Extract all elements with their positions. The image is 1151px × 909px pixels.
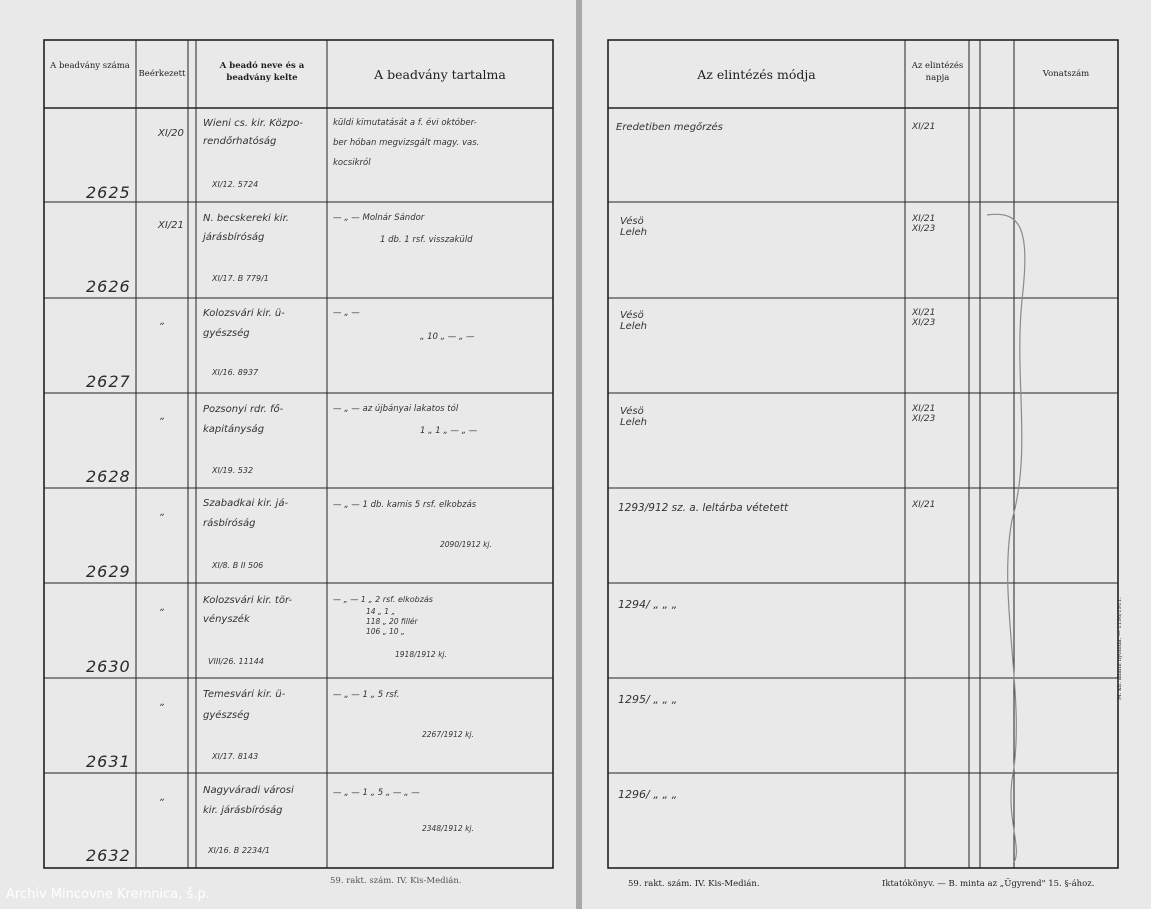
printer-note: M. kir. állami nyomda. — 1198/1911. [1117,597,1123,700]
right-footer-left: 59. rakt. szám. IV. Kis-Medián. [628,879,760,889]
header-date: Az elintézés napja [911,61,964,83]
method-text: Vésö Leleh [620,310,647,332]
method-text: 1295/ „ „ „ [618,693,678,706]
sender-ref: XI/19. 532 [212,466,254,475]
settled-date: XI/21 XI/23 [912,308,936,328]
content-amount: 2267/1912 kj. [422,730,474,739]
content-line-2: 1 db. 1 rsf. visszaküld [380,235,473,245]
sender-line-2: gyészség [203,710,250,721]
settled-date: XI/21 [912,500,936,510]
content-line-1: — „ — [333,308,360,318]
content-line-2: 1 „ 1 „ — „ — [420,426,478,436]
sender-ref: XI/17. 8143 [212,752,259,761]
content-line-1: küldi kimutatását a f. évi október- [333,118,477,128]
sender-line-1: Kolozsvári kir. tör- [203,595,293,606]
archive-watermark: Archív Mincovne Kremnica, š.p. [6,887,210,902]
right-ledger-grid [582,0,1151,909]
method-text: 1296/ „ „ „ [618,788,678,801]
content-line-1: — „ — 1 „ 5 rsf. [333,690,400,700]
content-line-3: 118 „ 20 fillér [366,617,418,626]
sender-line-2: rendőrhatóság [203,136,277,147]
content-line-1: — „ — az újbányai lakatos tól [333,404,459,414]
content-amount: 2090/1912 kj. [440,540,492,549]
sender-line-2: kapitányság [203,424,265,435]
method-text: Vésö Leleh [620,216,647,238]
entry-number: 2632 [86,846,131,865]
sender-line-2: rásbíróság [203,518,256,529]
received-date: „ [160,792,166,803]
sender-line-1: Temesvári kir. ü- [203,689,286,700]
content-line-2: „ 10 „ — „ — [420,332,475,342]
sender-line-2: járásbíróság [203,232,265,243]
content-line-3: kocsikról [333,158,371,168]
entry-number: 2625 [86,183,131,202]
header-sender: A beadó neve és a beadvány kelte [219,61,305,83]
received-date: XI/20 [158,128,184,139]
header-ref: Vonatszám [1042,69,1090,79]
entry-number: 2627 [86,372,131,391]
entry-number: 2626 [86,277,131,296]
content-line-1: — „ — Molnár Sándor [333,213,425,223]
sender-ref: XI/8. B II 506 [212,561,264,570]
sender-ref: XI/16. B 2234/1 [208,846,270,855]
received-date: „ [160,316,166,327]
received-date: „ [160,697,166,708]
content-amount: 1918/1912 kj. [395,650,447,659]
right-footer-right: Iktatókönyv. — B. minta az „Ügyrend" 15. §-ához. [882,879,1095,889]
sender-ref: XI/16. 8937 [212,368,259,377]
received-date: XI/21 [158,220,184,231]
method-text: Vésö Leleh [620,406,647,428]
content-line-1: — „ — 1 „ 2 rsf. elkobzás [333,595,433,604]
received-date: „ [160,507,166,518]
sender-line-1: Szabadkai kir. já- [203,498,289,509]
sender-line-2: kir. járásbíróság [203,805,283,816]
entry-number: 2629 [86,562,131,581]
right-ledger-page [582,0,1151,909]
sender-ref: VIII/26. 11144 [208,657,264,666]
sender-ref: XI/17. B 779/1 [212,274,269,283]
settled-date: XI/21 [912,122,936,132]
content-line-1: — „ — 1 db. kamis 5 rsf. elkobzás [333,500,477,510]
sender-ref: XI/12. 5724 [212,180,259,189]
sender-line-1: Wieni cs. kir. Közpo- [203,118,303,129]
header-method: Az elintézés módja [697,67,816,82]
sender-line-1: N. becskereki kir. [203,213,289,224]
content-line-1: — „ — 1 „ 5 „ — „ — [333,788,420,798]
method-text: 1293/912 sz. a. leltárba vétetett [618,502,789,514]
method-text: Eredetiben megőrzés [616,122,723,133]
content-line-2: ber hóban megvizsgált magy. vas. [333,138,480,148]
method-text: 1294/ „ „ „ [618,598,678,611]
settled-date: XI/21 XI/23 [912,404,936,424]
left-footer: 59. rakt. szám. IV. Kis-Medián. [330,876,462,886]
sender-line-1: Kolozsvári kir. ü- [203,308,285,319]
content-line-4: 106 „ 10 „ [366,627,405,636]
sender-line-2: gyészség [203,328,250,339]
content-amount: 2348/1912 kj. [422,824,474,833]
entry-number: 2630 [86,657,131,676]
content-line-2: 14 „ 1 „ [366,607,396,616]
entry-number: 2628 [86,467,131,486]
settled-date: XI/21 XI/23 [912,214,936,234]
header-received: Beérkezett [138,69,186,79]
entry-number: 2631 [86,752,131,771]
received-date: „ [160,411,166,422]
header-number: A beadvány száma [50,61,130,71]
sender-line-1: Pozsonyi rdr. fő- [203,404,284,415]
header-content: A beadvány tartalma [374,67,506,82]
received-date: „ [160,602,166,613]
sender-line-2: vényszék [203,614,250,625]
sender-line-1: Nagyváradi városi [203,785,294,796]
